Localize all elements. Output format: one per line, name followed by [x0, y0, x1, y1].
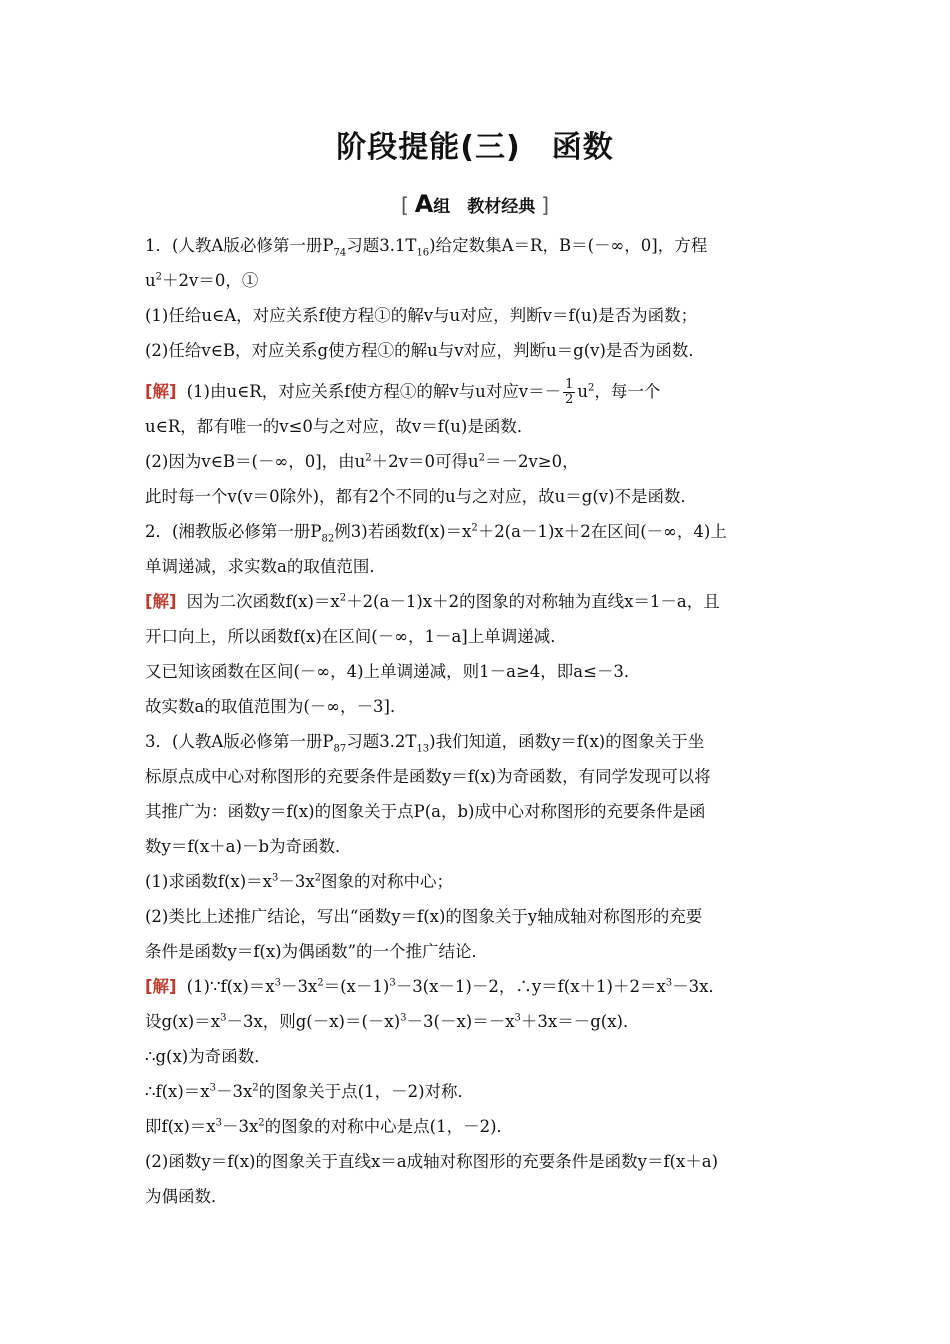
solution-1: [解] (1)由u∈R，对应关系f使方程①的解v与u对应v＝－ $\frac{1}{2}$ $u^2$，每一个: [145, 377, 661, 407]
section-label: 组 教材经典: [433, 197, 536, 217]
solution-3: [解] $(1)\because f(x)=x^3-3x^2=(x-1)^3-3(x-1)-2$，$\therefore y=f(x+1)+2=x^3-3x$．: [145, 977, 725, 996]
problem-1-part-1: (1)任给u∈A，对应关系f使方程①的解v与u对应，判断v＝f(u)是否为函数；: [145, 306, 698, 325]
section-letter: A: [414, 190, 434, 218]
solution-2-line-3: 又已知该函数在区间(－∞，4)上单调递减，则1－a≥4，即a≤－3．: [145, 662, 641, 681]
solution-3-line-6: (2)函数y＝f(x)的图象关于直线x＝a成轴对称图形的充要条件是函数y＝f(x＋a): [145, 1152, 719, 1171]
problem-2: 2．(湘教版必修第一册$P_{82}$例3)若函数$f(x)=x^2+2(a-1)x+2$在区间(－∞，4)上: [145, 522, 727, 545]
problem-3-line-3: 其推广为：函数y＝f(x)的图象关于点P(a，b)成中心对称图形的充要条件是函: [145, 802, 706, 821]
content: [145, 228, 810, 1214]
solution-tag: [解]: [145, 382, 177, 401]
solution-3-line-3: ∴g(x)为奇函数．: [145, 1047, 271, 1066]
solution-3-line-4: $\therefore f(x)=x^3-3x^2$的图象关于点(1，－2)对称．: [145, 1082, 475, 1101]
solution-1-line-4: 此时每一个v(v＝0除外)，都有2个不同的u与之对应，故u＝g(v)不是函数．: [145, 487, 698, 506]
solution-1-line-2: u∈R，都有唯一的v≤0与之对应，故v＝f(u)是函数．: [145, 417, 534, 436]
solution-3-line-5: 即$f(x)=x^3-3x^2$的图象的对称中心是点(1，－2)．: [145, 1117, 514, 1136]
problem-3-line-2: 标原点成中心对称图形的充要条件是函数y＝f(x)为奇函数，有同学发现可以将: [145, 767, 711, 786]
solution-tag: [解]: [145, 592, 177, 611]
solution-tag: [解]: [145, 977, 177, 996]
section-banner: [0, 190, 950, 218]
problem-1: 1．(人教A版必修第一册$P_{74}$习题$3.1T_{16}$)给定数集A＝R，B＝(－∞，0]，方程: [145, 236, 708, 259]
solution-3-line-7: 为偶函数．: [145, 1187, 228, 1206]
solution-3-line-2: 设$g(x)=x^3-3x$，则$g(-x)=(-x)^3-3(-x)=-x^3+3x=-g(x)$．: [145, 1012, 640, 1031]
problem-3-part-2-line-2: 条件是函数y＝f(x)为偶函数”的一个推广结论．: [145, 942, 489, 961]
problem-1-line-2: $u^2+2v=0$，①: [145, 271, 259, 290]
solution-1-line-3: (2)因为v∈B＝(－∞，0]，由$u^2+2v=0$可得$u^2=-2v\ge 0$，: [145, 452, 579, 471]
solution-2: [解] 因为二次函数$f(x)=x^2+2(a-1)x+2$的图象的对称轴为直线x＝1－a，且: [145, 592, 720, 611]
page-title: 阶段提能(三) 函数: [336, 130, 614, 165]
problem-3: 3．(人教A版必修第一册$P_{87}$习题$3.2T_{13}$)我们知道，函数y＝f(x)的图象关于坐: [145, 732, 705, 755]
problem-3-line-4: 数y＝f(x＋a)－b为奇函数．: [145, 837, 352, 856]
problem-3-part-2: (2)类比上述推广结论，写出“函数y＝f(x)的图象关于y轴成轴对称图形的充要: [145, 907, 703, 926]
left-bracket-icon: [: [400, 193, 409, 217]
problem-1-part-2: (2)任给v∈B，对应关系g使方程①的解u与v对应，判断u＝g(v)是否为函数．: [145, 341, 705, 360]
problem-3-part-1: (1)求函数$f(x)=x^3-3x^2$图象的对称中心；: [145, 872, 454, 891]
solution-2-line-4: 故实数a的取值范围为(－∞，－3]．: [145, 697, 407, 716]
problem-2-line-2: 单调递减，求实数a的取值范围．: [145, 557, 386, 576]
solution-2-line-2: 开口向上，所以函数f(x)在区间(－∞，1－a]上单调递减．: [145, 627, 567, 646]
right-bracket-icon: ]: [541, 193, 550, 217]
fraction: $\frac{1}{2}$: [565, 377, 574, 407]
